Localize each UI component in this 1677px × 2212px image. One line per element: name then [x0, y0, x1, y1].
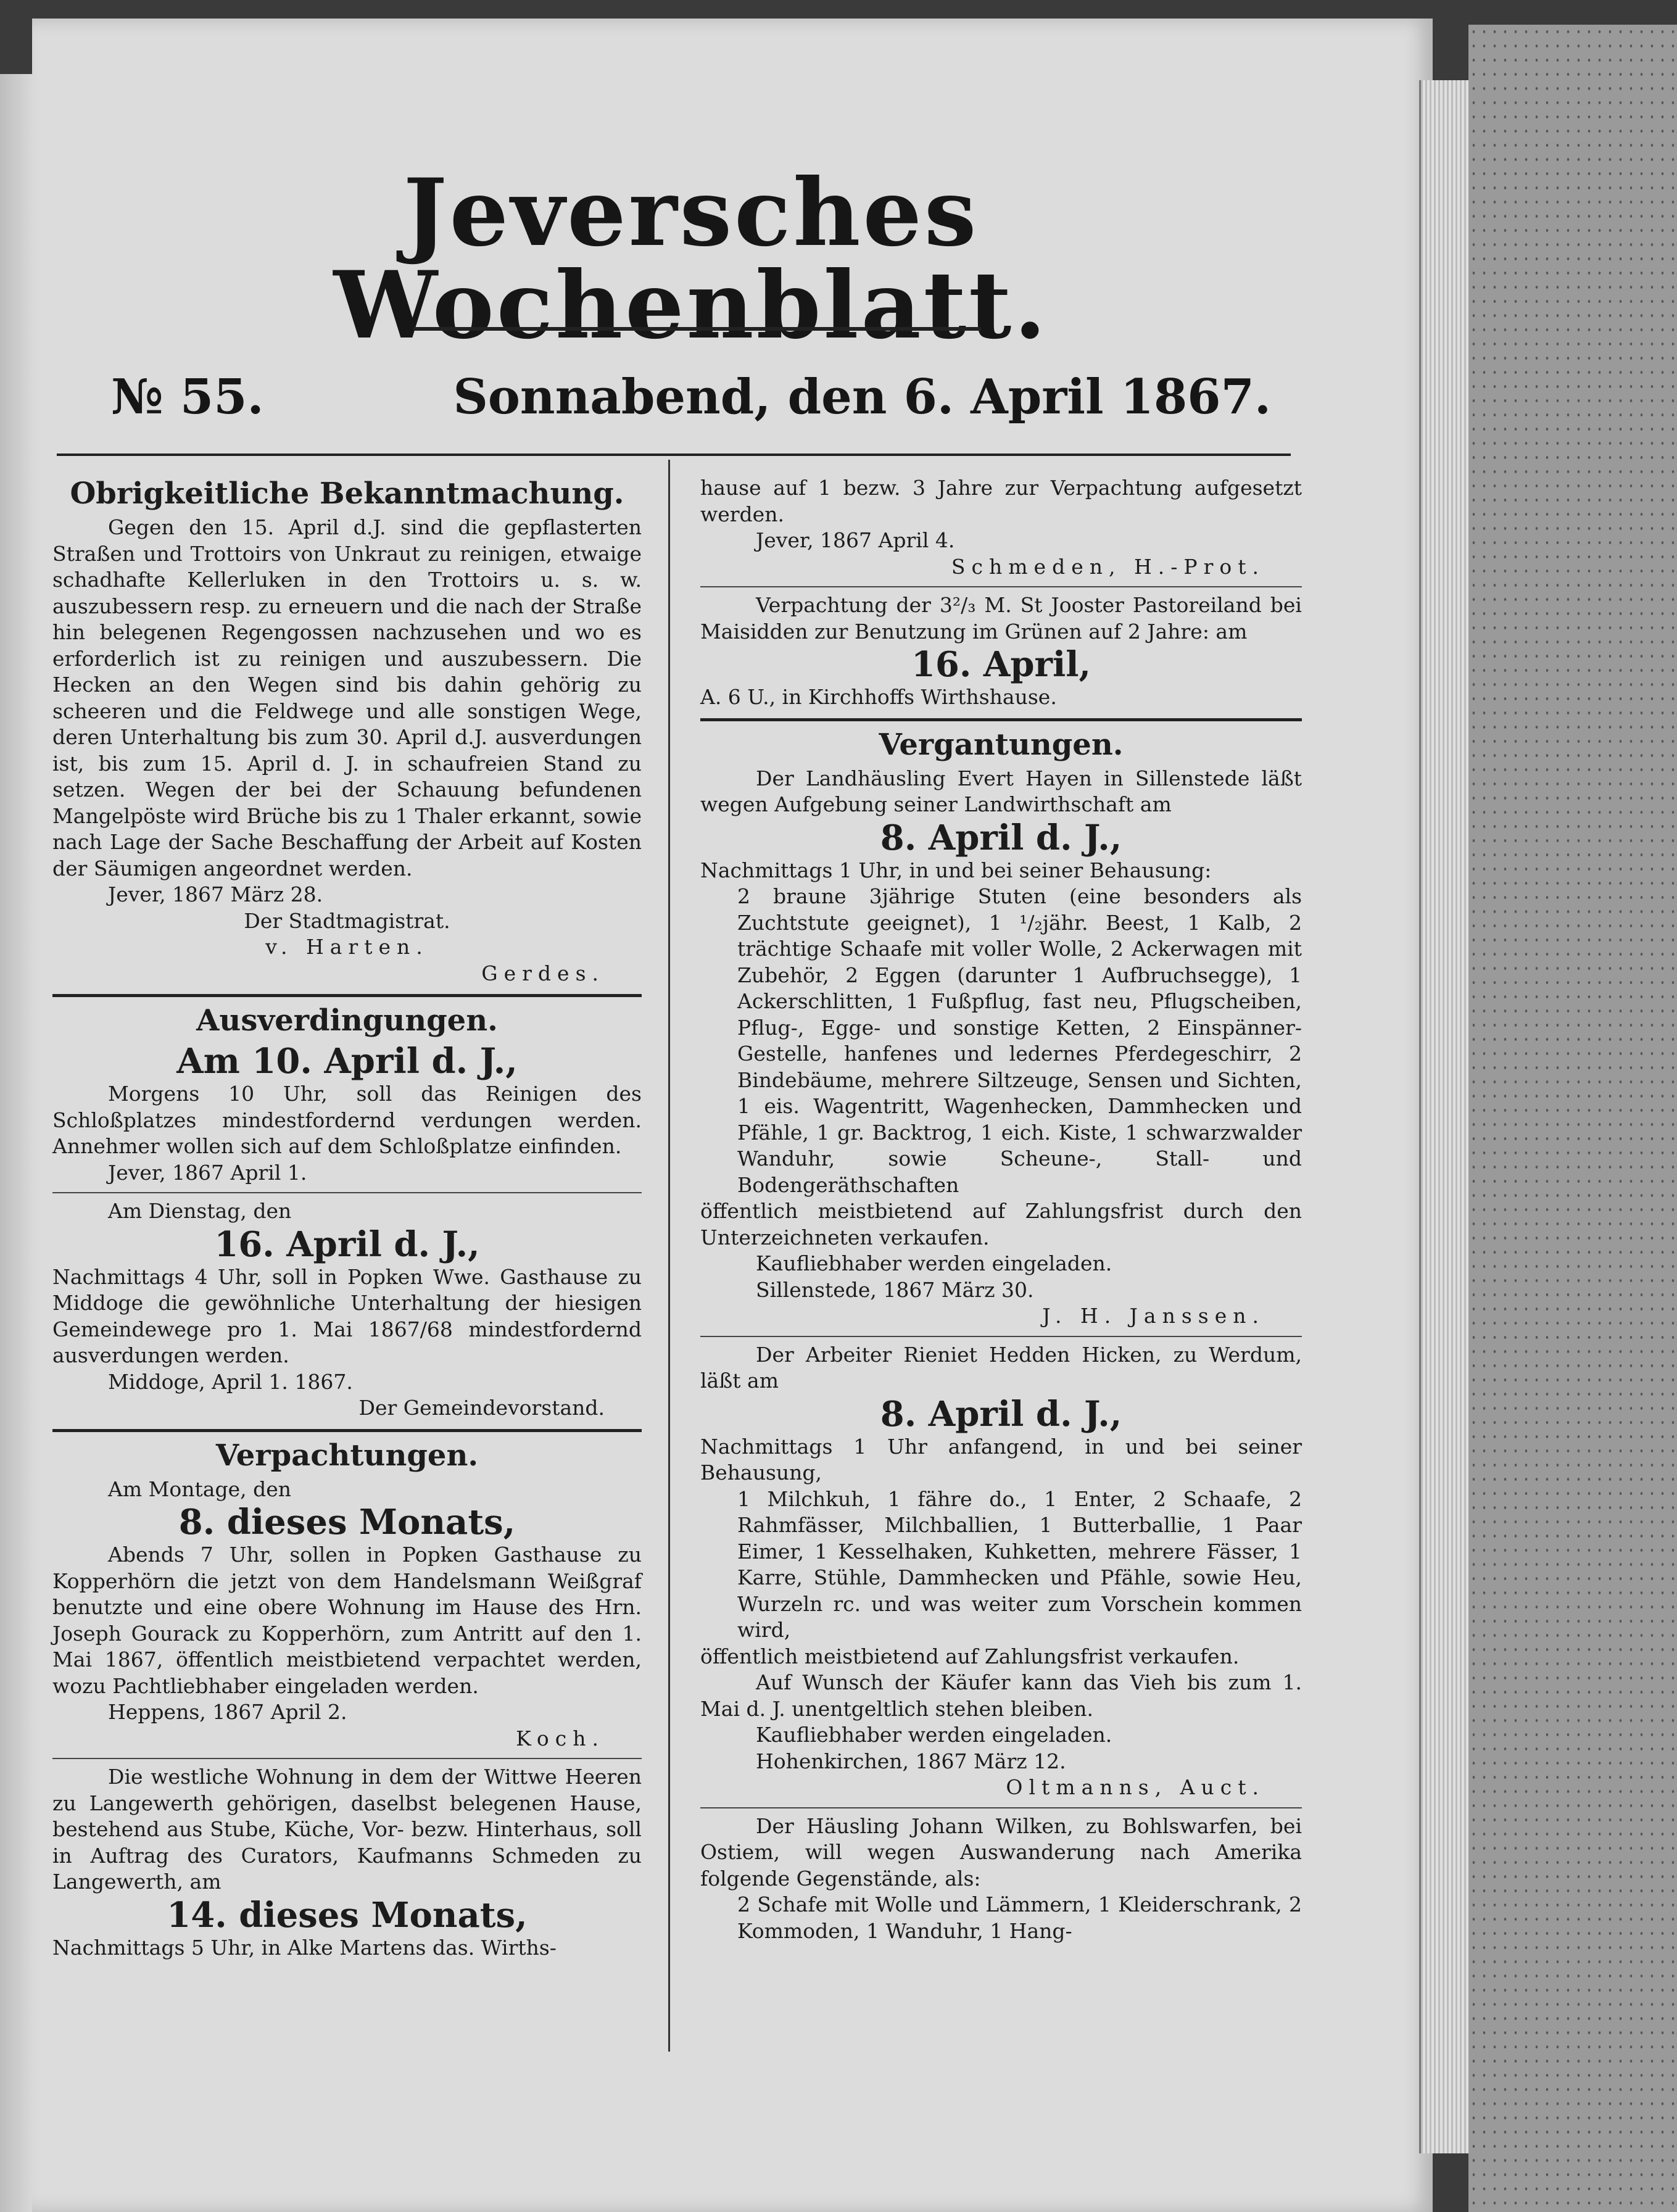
- notice-langewerth: [52, 1764, 642, 1961]
- notice-bekanntmachung: [52, 476, 642, 987]
- notice-items: 2 braune 3jährige Stuten (eine besonders als Zuchtstute geeignet), 1 ¹/₂jähr. Beest, 1 Kalb, 2 trächtige Schaafe mit voller Wolle, 2 Ackerwagen mit Zubehör, 2 Eggen (darunter 1 Aufbruchsegge), 1 Ackerschlitten, 1 Fußpflug, fast neu, Pflugscheiben, Pflug-, Egge- und sonstige Ketten, 2 Einspänner-Gestelle, hanfenes und ledernes Pferdegeschirr, 2 Bindebäume, mehrere Siltzeuge, Sensen und Sichten, 1 eis. Wagentritt, Wagenhecken, Dammhecken und Pfähle, 1 gr. Backtrog, 1 eich. Kiste, 1 schwarzwalder Wanduhr, sowie Scheune-, Stall- und Bodengeräthschaften: [737, 884, 1302, 1197]
- notice-heading: Ausverdingungen.: [196, 1003, 498, 1038]
- notice-separator: [700, 586, 1302, 587]
- issue-date: Sonnabend, den 6. April 1867.: [453, 369, 1271, 425]
- notice-time: Nachmittags 1 Uhr anfangend, in und bei seiner Behausung,: [700, 1434, 1302, 1485]
- notice-date-large: Am 10. April d. J.,: [176, 1041, 518, 1082]
- notice-separator: [52, 1429, 642, 1432]
- notice-date-large: 14. dieses Monats,: [167, 1894, 528, 1936]
- notice-body: Der Häusling Johann Wilken, zu Bohlswarfen, bei Ostiem, will wegen Auswanderung nach Amerika folgende Gegenstände, als:: [700, 1813, 1302, 1891]
- notice-separator: [52, 1758, 642, 1759]
- notice-invite: Kaufliebhaber werden eingeladen.: [756, 1251, 1112, 1275]
- notice-date-large: 8. April d. J.,: [880, 1393, 1122, 1435]
- right-column: [700, 475, 1302, 1944]
- notice-verpachtung: [52, 1438, 642, 1752]
- notice-extra: Auf Wunsch der Käufer kann das Vieh bis zum 1. Mai d. J. unentgeltlich stehen bleiben.: [700, 1670, 1302, 1721]
- notice-signature: v. Harten.: [265, 935, 429, 959]
- notice-place-date: Jever, 1867 April 1.: [108, 1160, 307, 1185]
- notice-separator: [52, 1192, 642, 1193]
- adjacent-page-edge: [0, 74, 34, 2212]
- notice-place-date: Jever, 1867 März 28.: [108, 882, 323, 906]
- newspaper-title: Jeversches Wochenblatt.: [333, 159, 1049, 360]
- notice-heading: Vergantungen.: [879, 727, 1124, 762]
- page-block-edge: [1419, 80, 1470, 2153]
- notice-date-large: 16. April d. J.,: [214, 1224, 480, 1265]
- issue-line: [111, 369, 1271, 425]
- notice-signature: Schmeden, H.-Prot.: [951, 554, 1265, 579]
- notice-body: Abends 7 Uhr, sollen in Popken Gasthause zu Kopperhörn die jetzt von dem Handelsmann Weißgraf benutzte und eine obere Wohnung im Hause des Hrn. Joseph Gourack zu Kopperhörn, zum Antritt auf den 1. Mai 1867, öffentlich meistbietend verpachtet werden, wozu Pachtliebhaber eingeladen werden.: [52, 1543, 642, 1698]
- notice-body: Nachmittags 4 Uhr, soll in Popken Wwe. Gasthause zu Middoge die gewöhnliche Unterhaltung der hiesigen Gemeindewege pro 1. Mai 1867/68 mindestfordernd ausverdungen werden.: [52, 1264, 642, 1367]
- notice-signature: J. H. Janssen.: [1042, 1304, 1265, 1328]
- notice-body: hause auf 1 bezw. 3 Jahre zur Verpachtung aufgesetzt werden.: [700, 476, 1302, 526]
- issue-rule: [57, 454, 1291, 456]
- column-divider: [668, 460, 670, 2052]
- notice-separator: [700, 1807, 1302, 1808]
- notice-items: 2 Schafe mit Wolle und Lämmern, 1 Kleiderschrank, 2 Kommoden, 1 Wanduhr, 1 Hang-: [737, 1892, 1302, 1943]
- notice-place-date: Jever, 1867 April 4.: [756, 528, 955, 552]
- notice-tail: öffentlich meistbietend auf Zahlungsfrist durch den Unterzeichneten verkaufen.: [700, 1199, 1302, 1249]
- notice-body: Der Arbeiter Rieniet Hedden Hicken, zu Werdum, läßt am: [700, 1342, 1302, 1393]
- notice-signature: Koch.: [516, 1726, 605, 1750]
- notice-body: Gegen den 15. April d.J. sind die gepflasterten Straßen und Trottoirs von Unkraut zu reinigen, etwaige schadhafte Kellerluken in den Trottoirs u. s. w. auszubessern resp. zu erneuern und die nach der Straße hin belegenen Regengossen nachzusehen und wo es erforderlich ist zu reinigen und auszubessern. Die Hecken an den Wegen sind bis dahin gehörig zu scheeren und die Feldwege und alle sonstigen Wege, deren Unterhaltung bis zum 30. April d.J. ausverdungen ist, bis zum 15. April d. J. in schaufreien Stand zu setzen. Wegen der bei der Schauung befundenen Mangelpöste wird Brüche bis zu 1 Thaler erkannt, sowie nach Lage der Sache Beschaffung der Arbeit auf Kosten der Säumigen angeordnet werden.: [52, 515, 642, 880]
- notice-wilken: [700, 1813, 1302, 1945]
- book-cover: [1468, 25, 1677, 2212]
- notice-date-large: 8. dieses Monats,: [178, 1502, 516, 1543]
- notice-place-date: Hohenkirchen, 1867 März 12.: [756, 1749, 1066, 1773]
- notice-place-date: Middoge, April 1. 1867.: [108, 1369, 353, 1394]
- notice-heading: Verpachtungen.: [215, 1438, 479, 1473]
- notice-place-date: Heppens, 1867 April 2.: [108, 1700, 347, 1724]
- notice-continuation: [700, 475, 1302, 580]
- notice-items: 1 Milchkuh, 1 fähre do., 1 Enter, 2 Schaafe, 2 Rahmfässer, Milchballien, 1 Butterballie, 1 Paar Eimer, 1 Kesselhaken, Kuhketten, mehrere Fässer, 1 Karre, Stühle, Dammhecken und Pfähle, sowie Heu, Wurzeln rc. und was weiter zum Vorschein kommen wird,: [737, 1486, 1302, 1642]
- left-column: [52, 475, 642, 1961]
- notice-middoge: [52, 1198, 642, 1422]
- notice-authority: Der Stadtmagistrat.: [244, 908, 450, 933]
- notice-body: Morgens 10 Uhr, soll das Reinigen des Schloßplatzes mindestfordernd verdungen werden. Annehmer wollen sich auf dem Schloßplatze einfinden.: [52, 1082, 642, 1158]
- notice-signature-2: Gerdes.: [481, 961, 605, 985]
- notice-intro: Am Montage, den: [108, 1477, 291, 1501]
- notice-place-date: Sillenstede, 1867 März 30.: [756, 1277, 1034, 1302]
- notice-separator: [52, 994, 642, 997]
- notice-date-large: 8. April d. J.,: [880, 817, 1122, 858]
- notice-signature: Der Gemeindevorstand.: [358, 1396, 605, 1420]
- notice-intro: Am Dienstag, den: [108, 1199, 292, 1223]
- notice-body: Die westliche Wohnung in dem der Wittwe Heeren zu Langewerth gehörigen, daselbst belegenen Hause, bestehend aus Stube, Küche, Vor- bezw. Hinterhaus, soll in Auftrag des Curators, Kaufmanns Schmeden zu Langewerth, am: [52, 1765, 642, 1894]
- notice-vergantung-hicken: [700, 1342, 1302, 1801]
- issue-number: № 55.: [111, 369, 264, 425]
- masthead-rule: [413, 327, 981, 331]
- notice-tail: A. 6 U., in Kirchhoffs Wirthshause.: [700, 685, 1057, 709]
- notice-heading: Obrigkeitliche Bekanntmachung.: [70, 476, 624, 511]
- notice-signature: Oltmanns, Auct.: [1006, 1775, 1265, 1799]
- notice-body: Der Landhäusling Evert Hayen in Sillenstede läßt wegen Aufgebung seiner Landwirthschaft am: [700, 766, 1302, 816]
- notice-pastoreiland: [700, 592, 1302, 711]
- notice-time: Nachmittags 1 Uhr, in und bei seiner Behausung:: [700, 858, 1212, 882]
- notice-tail: öffentlich meistbietend auf Zahlungsfrist verkaufen.: [700, 1644, 1240, 1668]
- notice-separator: [700, 1336, 1302, 1337]
- notice-date-large: 16. April,: [911, 644, 1091, 685]
- notice-ausverdingung: [52, 1003, 642, 1186]
- notice-tail: Nachmittags 5 Uhr, in Alke Martens das. Wirths-: [52, 1935, 557, 1960]
- notice-vergantung-hayen: [700, 727, 1302, 1330]
- notice-body: Verpachtung der 3²/₃ M. St Jooster Pastoreiland bei Maisidden zur Benutzung im Grünen auf 2 Jahre: am: [700, 593, 1302, 644]
- notice-separator: [700, 718, 1302, 721]
- notice-invite: Kaufliebhaber werden eingeladen.: [756, 1723, 1112, 1747]
